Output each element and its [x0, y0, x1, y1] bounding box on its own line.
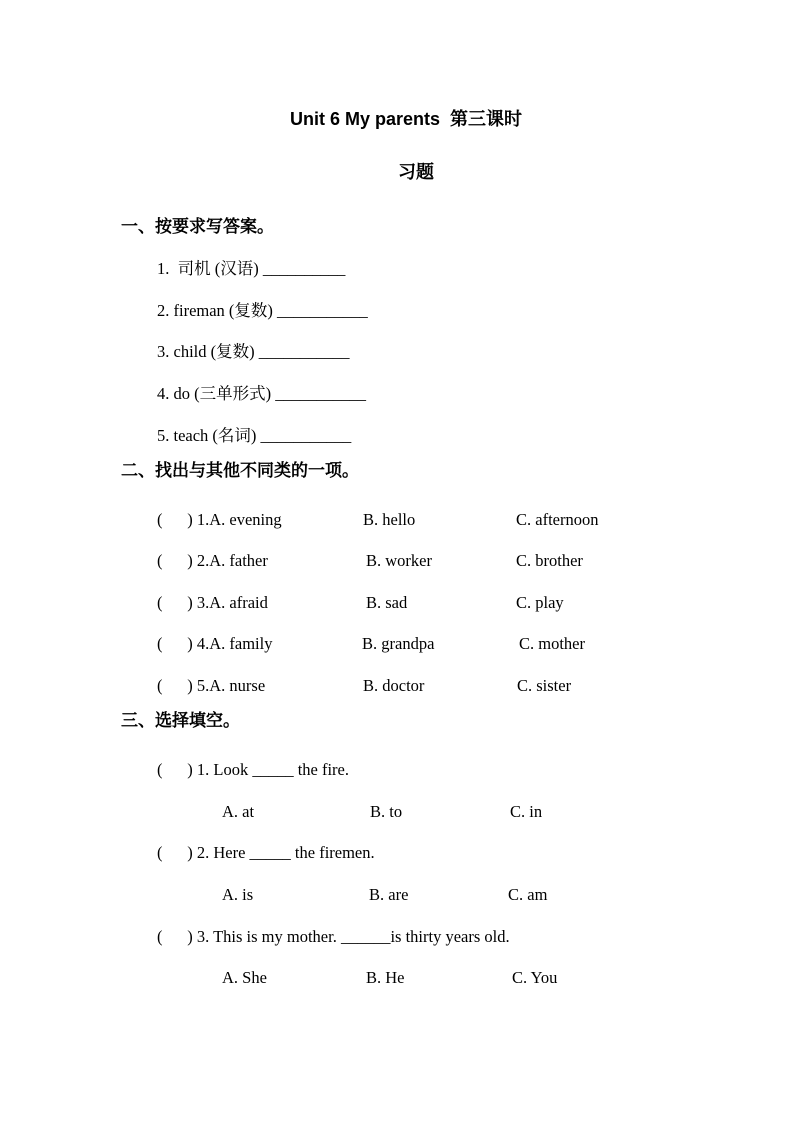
section-2-row-1-option-c: C. afternoon — [516, 510, 599, 529]
section-2-row-5-question: ( ) 5.A. nurse — [157, 676, 266, 695]
section-2-row-3-option-c: C. play — [516, 593, 564, 612]
section-2-row-5-option-c: C. sister — [517, 676, 572, 695]
section-3-q3-option-a: A. She — [222, 968, 267, 987]
section-2-row-1-question: ( ) 1.A. evening — [157, 510, 282, 529]
section-2-row-4-option-c: C. mother — [519, 634, 585, 653]
section-1-item-3: 3. child (复数) ___________ — [157, 342, 350, 361]
section-2-row-4-option-b: B. grandpa — [362, 634, 435, 653]
page-title: Unit 6 My parents 第三课时 — [290, 109, 523, 129]
section-1-item-1: 1. 司机 (汉语) __________ — [157, 259, 346, 278]
section-1-item-2: 2. fireman (复数) ___________ — [157, 301, 368, 320]
section-3-q2-option-b: B. are — [369, 885, 409, 904]
section-3-q1-option-c: C. in — [510, 802, 543, 821]
section-2-row-2-option-b: B. worker — [366, 551, 432, 570]
section-2-row-5-option-b: B. doctor — [363, 676, 425, 695]
section-3-question-1: ( ) 1. Look _____ the fire. — [157, 760, 349, 779]
section-2-row-3-question: ( ) 3.A. afraid — [157, 593, 268, 612]
section-3-q2-option-a: A. is — [222, 885, 254, 904]
section-3-heading: 三、选择填空。 — [121, 711, 240, 731]
section-2-heading: 二、找出与其他不同类的一项。 — [121, 461, 359, 481]
section-3-question-2: ( ) 2. Here _____ the firemen. — [157, 843, 375, 862]
section-2-row-1-option-b: B. hello — [363, 510, 416, 529]
section-1-item-4: 4. do (三单形式) ___________ — [157, 384, 366, 403]
section-2-row-2-option-c: C. brother — [516, 551, 583, 570]
section-1-heading: 一、按要求写答案。 — [121, 217, 274, 237]
section-2-row-3-option-b: B. sad — [366, 593, 408, 612]
page-subtitle: 习题 — [398, 162, 434, 182]
section-1-item-5: 5. teach (名词) ___________ — [157, 426, 352, 445]
section-2-row-2-question: ( ) 2.A. father — [157, 551, 268, 570]
section-3-question-3: ( ) 3. This is my mother. ______is thirty years old. — [157, 927, 510, 946]
section-3-q3-option-b: B. He — [366, 968, 405, 987]
section-3-q1-option-a: A. at — [222, 802, 255, 821]
section-3-q2-option-c: C. am — [508, 885, 548, 904]
section-2-row-4-question: ( ) 4.A. family — [157, 634, 273, 653]
section-3-q1-option-b: B. to — [370, 802, 403, 821]
section-3-q3-option-c: C. You — [512, 968, 558, 987]
